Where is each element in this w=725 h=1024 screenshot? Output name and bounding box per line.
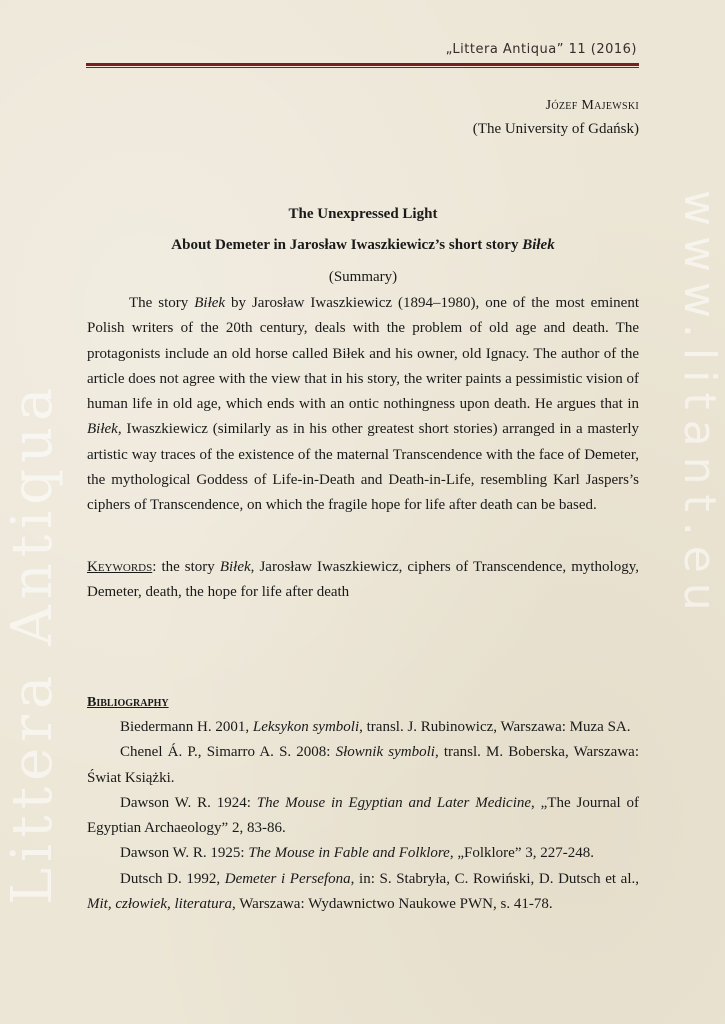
author-name: Józef Majewski xyxy=(545,98,639,113)
keywords-paragraph xyxy=(87,555,639,606)
header-rule xyxy=(86,63,639,68)
keywords-text-2: , Jarosław Iwaszkiewicz, ciphers of Transcendence, mythology, Demeter, death, the hope for life after death xyxy=(87,559,639,601)
summary-label: (Summary) xyxy=(328,269,398,285)
subtitle-story-title: Biłek xyxy=(522,237,555,253)
bibliography-list xyxy=(87,715,639,917)
bib-title: Demeter i Persefona xyxy=(224,870,351,887)
subtitle-prefix: About Demeter in Jarosław Iwaszkiewicz’s short story xyxy=(171,237,523,253)
bibliography-entry xyxy=(87,740,639,791)
bib-author: Chenel Á. P., Simarro A. S. 2008: xyxy=(120,744,336,761)
bib-details: , „The Journal of Egyptian Archaeology” 2, 83-86. xyxy=(87,794,639,837)
author-affiliation: (The University of Gdańsk) xyxy=(472,121,639,137)
bib-title: Słownik symboli xyxy=(335,744,435,761)
keywords-story-title: Biłek xyxy=(219,559,251,575)
abstract-text-2: by Jarosław Iwaszkiewicz (1894–1980), one of the most eminent Polish writers of the 20th century, deals with the problem of old age and death. The protagonists include an old horse called Biłek and his owner, old Ignacy. The author of the article does not agree with the view that in his story, the writer paints a pessimistic vision of human life in old age, which ends with an ontic nothingness upon death. He argues that in xyxy=(87,295,639,413)
bib-title: The Mouse in Egyptian and Later Medicine xyxy=(256,794,532,811)
abstract-story-title-2: Biłek, xyxy=(87,421,122,438)
bibliography-entry xyxy=(87,715,639,740)
bibliography-entry xyxy=(87,841,639,866)
bib-title: The Mouse in Fable and Folklore xyxy=(248,845,450,862)
abstract-text-1: The story xyxy=(129,295,195,311)
article-subtitle xyxy=(87,237,639,254)
abstract-story-title: Biłek xyxy=(194,295,226,311)
bibliography-heading: Bibliography xyxy=(87,695,169,710)
bib-details-2: , Warszawa: Wydawnictwo Naukowe PWN, s. 41-78. xyxy=(231,896,553,913)
article-title: The Unexpressed Light xyxy=(288,206,438,222)
bib-details: , „Folklore” 3, 227-248. xyxy=(449,845,594,862)
bib-author: Biedermann H. 2001, xyxy=(120,719,253,735)
abstract-paragraph xyxy=(87,291,639,519)
bib-author: Dawson W. R. 1925: xyxy=(120,845,249,862)
bib-author: Dawson W. R. 1924: xyxy=(120,794,257,811)
watermark-littera-antiqua: Littera Antiqua xyxy=(0,381,65,905)
bib-details: , in: S. Stabryła, C. Rowiński, D. Dutsch et al., xyxy=(350,870,639,887)
keywords-text-1: : the story xyxy=(152,559,220,575)
running-head: „Littera Antiqua” 11 (2016) xyxy=(445,42,637,57)
bib-details: , transl. J. Rubinowicz, Warszawa: Muza SA. xyxy=(359,719,631,735)
bib-title-2: Mit, człowiek, literatura xyxy=(87,896,232,913)
bib-author: Dutsch D. 1992, xyxy=(120,870,225,887)
watermark-website: www.litant.eu xyxy=(674,190,725,621)
keywords-label: Keywords xyxy=(87,559,153,575)
bibliography-entry xyxy=(87,791,639,842)
bib-title: Leksykon symboli xyxy=(252,719,360,735)
bibliography-entry xyxy=(87,867,639,918)
bib-details: , transl. M. Boberska, Warszawa: Świat Książki. xyxy=(87,744,639,786)
abstract-text-3: Iwaszkiewicz (similarly as in his other greatest short stories) arranged in a masterly artistic way traces of the existence of the maternal Transcendence with the face of Demeter, the mythological Goddess of Life-in-Death and Death-in-Life, resembling Karl Jaspers’s ciphers of Transcendence, on which the fragile hope for life after death can be based. xyxy=(87,421,639,514)
